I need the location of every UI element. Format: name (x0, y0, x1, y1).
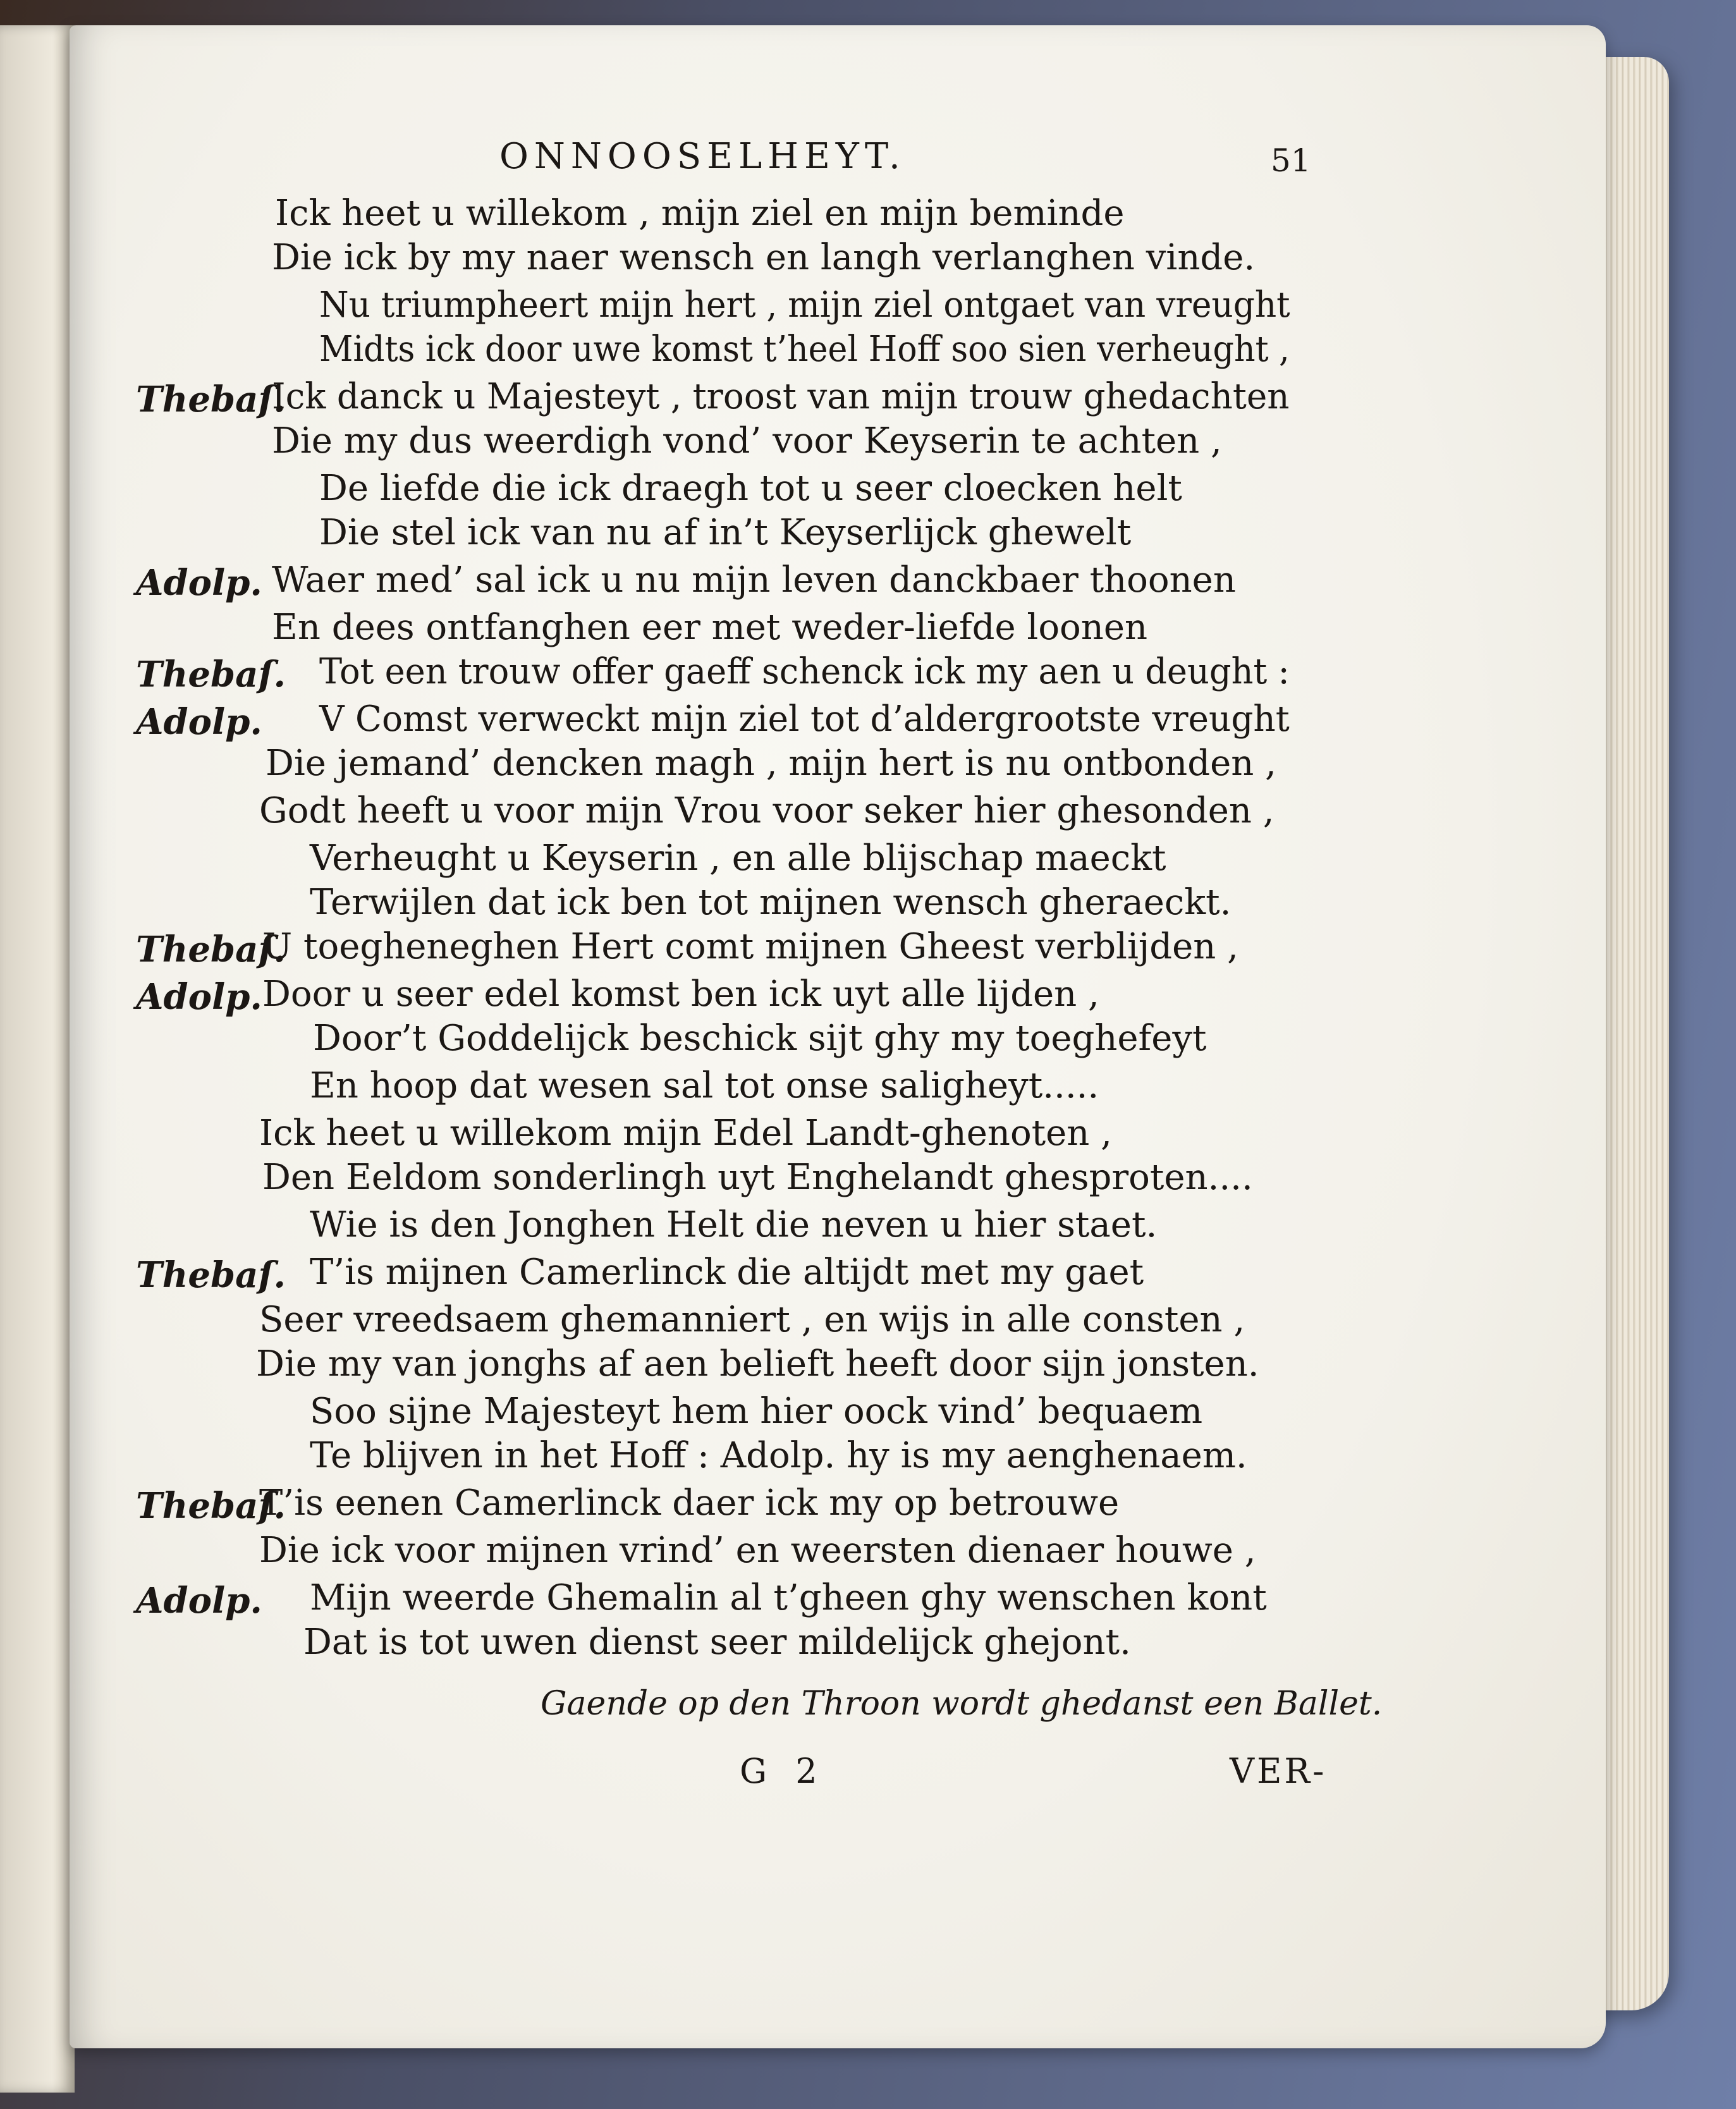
verse-line: Ick heet u willekom mijn Edel Landt-ghenoten , (259, 1113, 1112, 1154)
verse-line: Die my van jonghs af aen belieft heeft door sijn jonsten. (256, 1343, 1259, 1385)
verse-line: Die ick by my naer wensch en langh verlanghen vinde. (272, 237, 1256, 278)
catchword: VER- (1230, 1751, 1327, 1791)
verse-line: Godt heeft u voor mijn Vrou voor seker hier ghesonden , (259, 790, 1274, 831)
speaker-label: Thebaſ. (136, 379, 286, 420)
verse-line: Ick heet u willekom , mijn ziel en mijn beminde (275, 193, 1125, 234)
speaker-label: Thebaſ. (136, 1254, 286, 1296)
verse-line: En hoop dat wesen sal tot onse saligheyt..... (310, 1065, 1099, 1106)
speaker-label: Thebaſ. (136, 929, 286, 970)
verse-line: Die jemand’ dencken magh , mijn hert is nu ontbonden , (266, 743, 1276, 784)
verse-line: T’is mijnen Camerlinck die altijdt met my gaet (310, 1252, 1144, 1293)
speaker-label: Adolp. (136, 1580, 262, 1622)
speaker-label: Adolp. (136, 562, 262, 604)
speaker-label: Adolp. (136, 976, 262, 1018)
verse-line: Te blijven in het Hoff : Adolp. hy is my aenghenaem. (310, 1435, 1247, 1476)
verse-line: Ick danck u Majesteyt , troost van mijn trouw ghedachten (272, 376, 1290, 417)
verse-line: Die ick voor mijnen vrind’ en weersten dienaer houwe , (259, 1530, 1256, 1571)
verse-line: Door’t Goddelijck beschick sijt ghy my toeghefeyt (313, 1018, 1207, 1059)
verse-line: Die my dus weerdigh vond’ voor Keyserin te achten , (272, 420, 1222, 462)
verse-line: Soo sijne Majesteyt hem hier oock vind’ bequaem (310, 1391, 1203, 1432)
verse-line: Waer med’ sal ick u nu mijn leven danckbaer thoonen (272, 559, 1236, 601)
speaker-label: Thebaſ. (136, 654, 286, 695)
left-page-fragment (0, 25, 75, 2093)
verse-line: Wie is den Jonghen Helt die neven u hier staet. (310, 1204, 1158, 1245)
verse-line: Midts ick door uwe komst t’heel Hoff soo sien verheught , (319, 329, 1290, 370)
speaker-label: Adolp. (136, 701, 262, 743)
speaker-label: Thebaſ. (136, 1485, 286, 1527)
verse-line: Terwijlen dat ick ben tot mijnen wensch gheraeckt. (310, 882, 1232, 923)
page-number: 51 (1271, 142, 1311, 179)
stage-direction: Gaende op den Throon wordt ghedanst een Ballet. (541, 1685, 1383, 1723)
verse-line: Dat is tot uwen dienst seer mildelijck ghejont. (303, 1622, 1131, 1663)
verse-line: T’is eenen Camerlinck daer ick my op betrouwe (259, 1482, 1120, 1524)
verse-line: Nu triumpheert mijn hert , mijn ziel ontgaet van vreught (319, 284, 1290, 326)
verse-line: Tot een trouw offer gaeff schenck ick my aen u deught : (319, 651, 1290, 692)
verse-line: En dees ontfanghen eer met weder-liefde loonen (272, 607, 1148, 648)
verse-line: V Comst verweckt mijn ziel tot d’aldergrootste vreught (319, 699, 1290, 740)
verse-line: Den Eeldom sonderlingh uyt Enghelandt ghesproten.... (262, 1157, 1253, 1198)
signature-mark: G 2 (740, 1751, 826, 1791)
verse-line: Die stel ick van nu af in’t Keyserlijck ghewelt (319, 512, 1132, 553)
verse-line: Verheught u Keyserin , en alle blijschap maeckt (310, 838, 1166, 879)
verse-line: U toegheneghen Hert comt mijnen Gheest verblijden , (262, 926, 1238, 967)
running-header: ONNOOSELHEYT. (499, 136, 906, 177)
verse-line: Mijn weerde Ghemalin al t’gheen ghy wenschen kont (310, 1577, 1267, 1618)
verse-line: De liefde die ick draegh tot u seer cloecken helt (319, 468, 1182, 509)
verse-line: Seer vreedsaem ghemanniert , en wijs in alle consten , (259, 1299, 1245, 1340)
verse-line: Door u seer edel komst ben ick uyt alle lijden , (262, 974, 1099, 1015)
